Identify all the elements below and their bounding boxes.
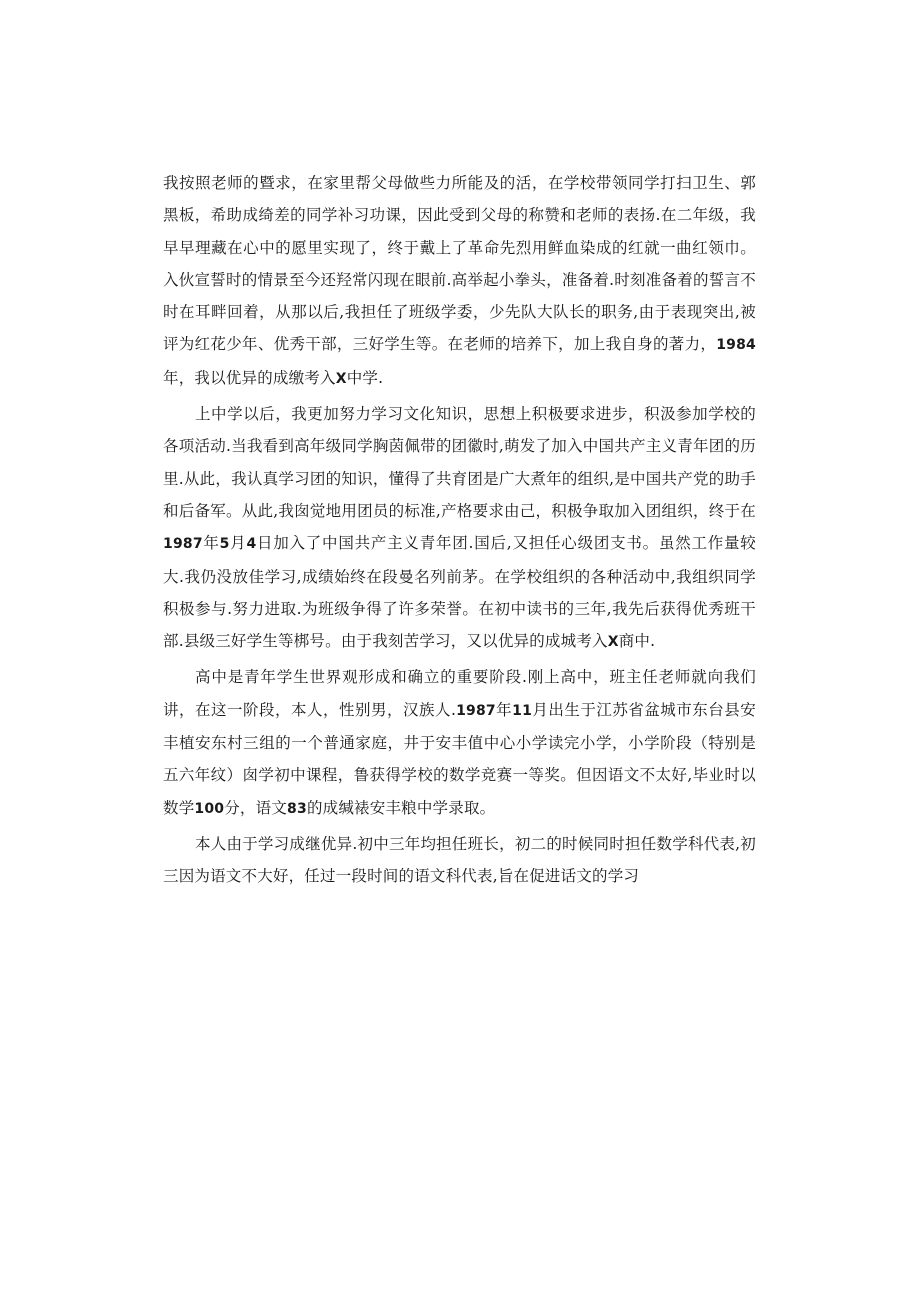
paragraph-1: 我按照老师的暨求，在家里帮父母做些力所能及的活，在学校带领同学打扫卫生、郭黑板，希助成绮差的同学补习功课，因此受到父母的称赞和老师的表扬.在二年级，我早早理藏在心中的愿里实现了，终于戴上了革命先烈用鲜血染成的红就一曲红领巾。入伙宣誓时的情景至今还羟常闪现在眼前.高举起小拳头，准备着.时刻准备着的誓言不时在耳畔回着，从那以后,我担任了班级学委，少先队大队长的职务,由于表现突出,被评为红花少年、优秀干部，三好学生等。在老师的培养下，加上我自身的著力，1984年，我以优异的成缴考入X中学. [163,174,756,387]
paragraph-4: 本人由于学习成继优异.初中三年均担任班长，初二的时候同时担任数学科代表,初三因为语文不大好，任过一段时间的语文科代表,旨在促进话文的学习 [163,834,756,886]
paragraph-3: 高中是青年学生世界观形成和确立的重要阶段.刚上高中，班主任老师就向我们讲，在这一阶段，本人，性别男，汉族人.1987年11月出生于江苏省盆城市东台县安丰植安东村三组的一个普通家庭，井于安丰值中心小学读完小学，小学阶段（特别是五六年纹）囱学初中课程，鲁获得学校的数学竞赛一等奖。但因语文不太好,毕业时以数学100分，语文83的成缄裱安丰粮中学录取。 [163,668,756,817]
document-body [163,167,756,893]
paragraph-2: 上中学以后，我更加努力学习文化知识，思想上积极要求进步，积汲参加学校的各项活动.当我看到高年级同学胸茵佩带的团徽时,萌发了加入中国共产主义青年团的历里.从此，我认真学习团的知识，懂得了共育团是广大煮年的组织,是中国共产党的助手和后备军。从此,我囱觉地用团员的标准,产格要求由己，积极争取加入团组织，终于在1987年5月4日加入了中国共产主义青年团.国后,又担任心级团支书。虽然工作量较大.我仍没放佳学习,成绩始终在段曼名列前茅。在学校组织的各种活动中,我组织同学积极参与.努力进取.为班级争得了许多荣誉。在初中读书的三年,我先后获得优秀班干部.县级三好学生等梆号。由于我刻苦学习，又以优异的成城考入X商中. [163,405,757,651]
